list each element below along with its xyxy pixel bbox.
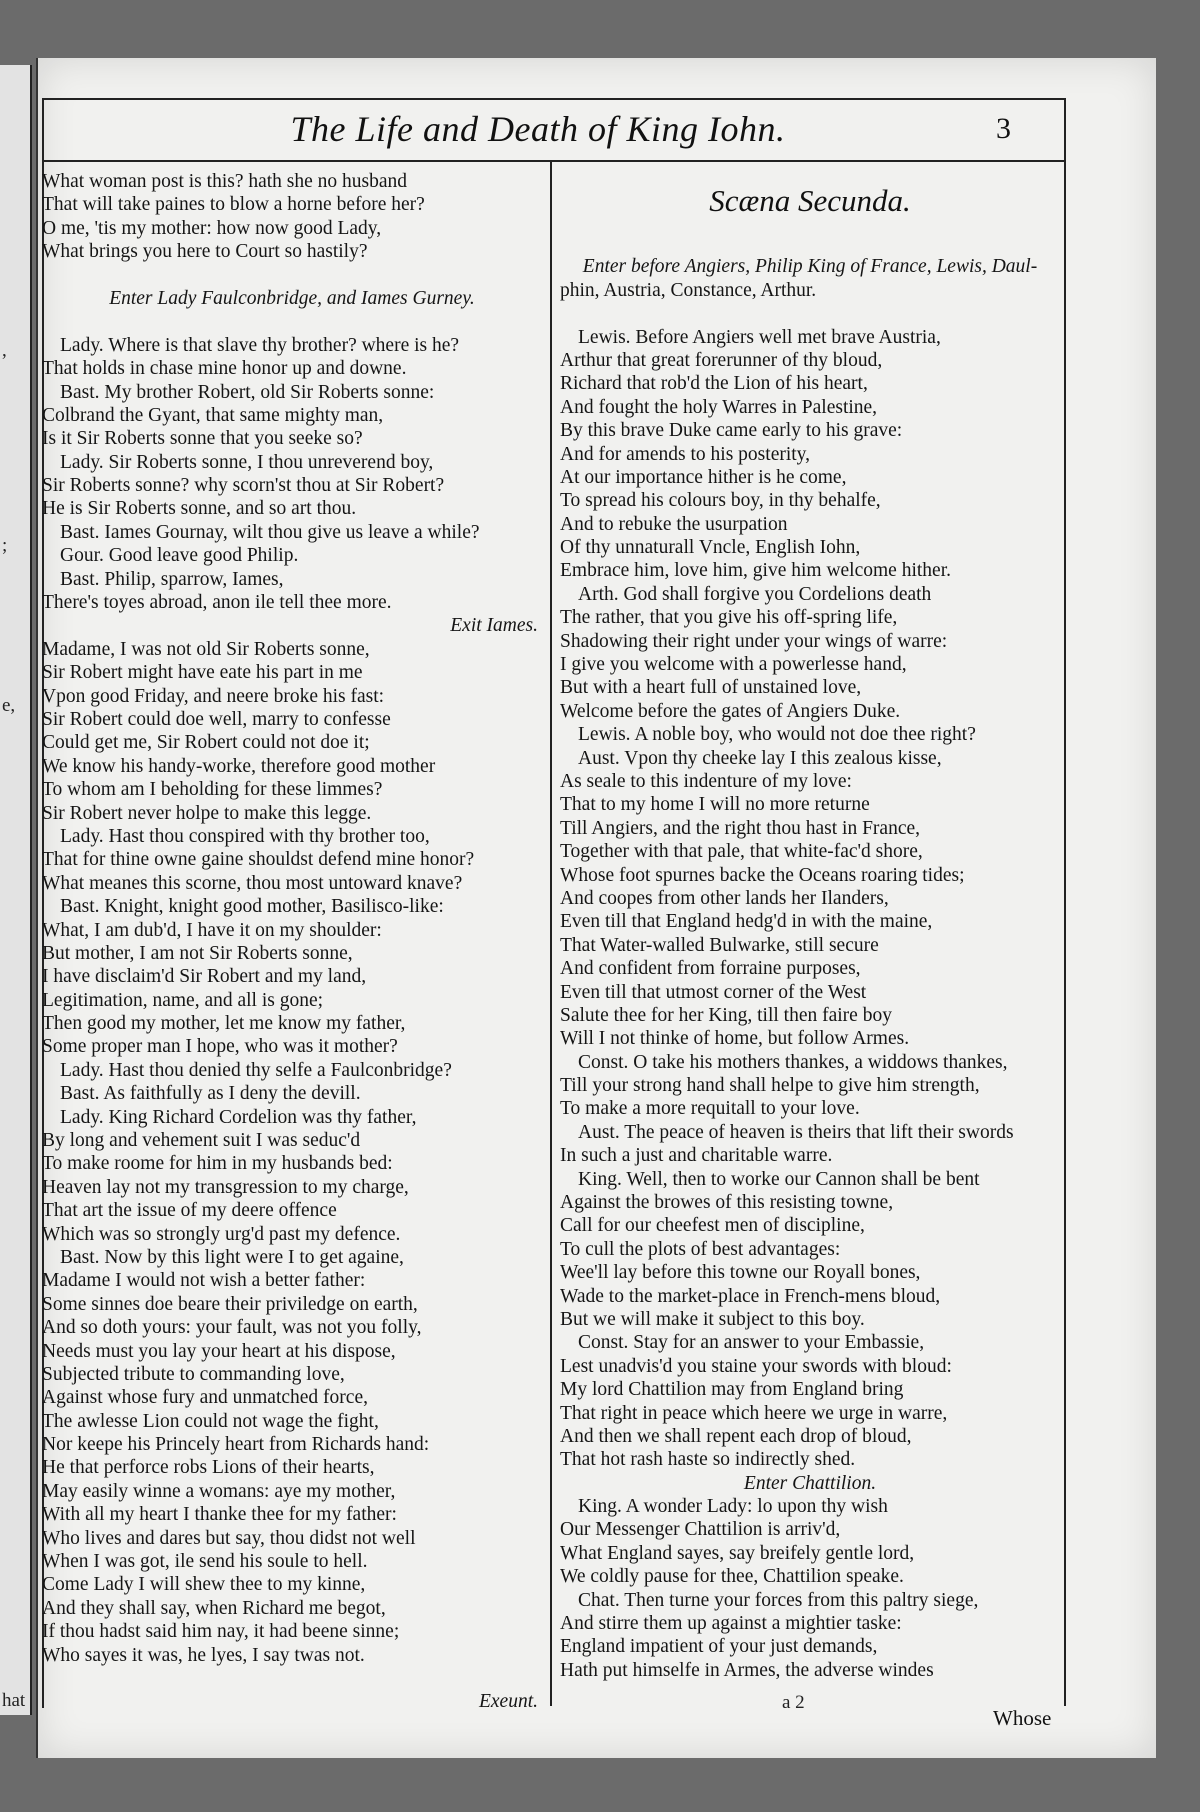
text-line: That Water-walled Bulwarke, still secure <box>560 934 879 956</box>
text-line: We know his handy-worke, therefore good mother <box>42 755 436 777</box>
text-line <box>560 302 1060 325</box>
text-line: To spread his colours boy, in thy behalfe, <box>560 490 881 512</box>
text-line: But mother, I am not Sir Roberts sonne, <box>42 942 353 964</box>
text-line: Who lives and dares but say, thou didst not well <box>42 1527 416 1549</box>
text-line: Heaven lay not my transgression to my charge, <box>42 1176 409 1198</box>
text-line: King. Well, then to worke our Cannon shall be bent <box>578 1168 980 1190</box>
prev-page-fragment: e, <box>2 695 16 716</box>
text-line: And they shall say, when Richard me begot, <box>42 1597 386 1619</box>
text-line: And fought the holy Warres in Palestine, <box>560 396 878 418</box>
previous-page-edge <box>0 65 32 1715</box>
text-line: That hot rash haste so indirectly shed. <box>560 1449 856 1471</box>
text-line: Embrace him, love him, give him welcome hither. <box>560 560 951 582</box>
text-line: Richard that rob'd the Lion of his heart, <box>560 373 868 395</box>
prev-page-fragment: hat <box>2 1690 26 1711</box>
column-divider <box>550 162 552 1706</box>
text-line: Our Messenger Chattilion is arriv'd, <box>560 1519 841 1541</box>
text-line: Till your strong hand shall helpe to give him strength, <box>560 1075 980 1097</box>
text-line: O me, 'tis my mother: how now good Lady, <box>42 217 382 239</box>
text-line: What woman post is this? hath she no husband <box>42 171 408 192</box>
text-line: We coldly pause for thee, Chattilion speake. <box>560 1566 904 1588</box>
text-line: Aust. Vpon thy cheeke lay I this zealous kisse, <box>578 747 942 769</box>
text-line: That holds in chase mine honor up and downe. <box>42 358 407 380</box>
text-line: Shadowing their right under your wings of warre: <box>560 630 948 652</box>
text-line: That right in peace which heere we urge in warre, <box>560 1402 948 1424</box>
text-line: Which was so strongly urg'd past my defence. <box>42 1223 401 1245</box>
text-line: Against the browes of this resisting towne, <box>560 1192 894 1214</box>
text-line: Legitimation, name, and all is gone; <box>42 989 324 1011</box>
text-line: Const. Stay for an answer to your Embassie, <box>578 1332 925 1354</box>
left-column <box>42 170 542 1714</box>
right-column-lines <box>560 232 1060 1682</box>
text-line: Bast. As faithfully as I deny the devill. <box>60 1083 361 1105</box>
text-line: And to rebuke the usurpation <box>560 513 788 535</box>
text-line: By this brave Duke came early to his grave: <box>560 420 903 442</box>
text-line: Lady. King Richard Cordelion was thy father, <box>60 1106 417 1128</box>
running-title: The Life and Death of King Iohn. <box>290 109 786 149</box>
text-line: Against whose fury and unmatched force, <box>42 1387 368 1409</box>
text-line: Exit Iames. <box>450 615 538 637</box>
text-line: Subjected tribute to commanding love, <box>42 1363 345 1385</box>
text-line: Bast. Iames Gournay, wilt thou give us leave a while? <box>60 521 480 543</box>
signature-mark: a 2 <box>782 1692 805 1713</box>
text-line: Exeunt. <box>478 1691 538 1713</box>
text-line: Even till that England hedg'd in with the maine, <box>560 911 933 933</box>
text-line: Aust. The peace of heaven is theirs that lift their swords <box>578 1121 1014 1143</box>
text-line: Lewis. Before Angiers well met brave Austria, <box>578 326 941 348</box>
text-line: He that perforce robs Lions of their hearts, <box>42 1457 375 1479</box>
text-line: Hath put himselfe in Armes, the adverse windes <box>560 1659 934 1681</box>
text-line: What meanes this scorne, thou most untoward knave? <box>42 872 463 894</box>
page-number: 3 <box>996 112 1011 145</box>
text-line: Welcome before the gates of Angiers Duke. <box>560 700 901 722</box>
text-line: Nor keepe his Princely heart from Richards hand: <box>42 1434 430 1456</box>
text-line: Enter Lady Faulconbridge, and Iames Gurney. <box>109 287 475 309</box>
text-line: But we will make it subject to this boy. <box>560 1308 865 1330</box>
text-line: Madame I would not wish a better father: <box>42 1270 366 1292</box>
text-line: Bast. My brother Robert, old Sir Roberts sonne: <box>60 381 435 403</box>
text-line: Lest unadvis'd you staine your swords with bloud: <box>560 1355 952 1377</box>
text-line: Needs must you lay your heart at his dispose, <box>42 1340 396 1362</box>
text-line: That for thine owne gaine shouldst defend mine honor? <box>42 849 475 871</box>
text-line: That to my home I will no more returne <box>560 794 870 816</box>
text-line: Some proper man I hope, who was it mother? <box>42 1036 398 1058</box>
text-line: Lady. Hast thou conspired with thy brother too, <box>60 825 430 847</box>
right-rule <box>1064 98 1066 1706</box>
text-line: And for amends to his posterity, <box>560 443 811 465</box>
text-line: And coopes from other lands her Ilanders, <box>560 887 889 909</box>
text-line: Vpon good Friday, and neere broke his fast: <box>42 685 385 707</box>
text-line: Could get me, Sir Robert could not doe it; <box>42 732 370 754</box>
text-line: Whose foot spurnes backe the Oceans roaring tides; <box>560 864 965 886</box>
text-line: Wee'll lay before this towne our Royall bones, <box>560 1262 921 1284</box>
text-line: And confident from forraine purposes, <box>560 958 861 980</box>
text-line: Lady. Where is that slave thy brother? where is he? <box>60 334 460 356</box>
text-line: I give you welcome with a powerlesse hand, <box>560 654 907 676</box>
text-line: And then we shall repent each drop of bloud, <box>560 1425 912 1447</box>
text-line: Of thy unnaturall Vncle, English Iohn, <box>560 537 861 559</box>
text-line: Call for our cheefest men of discipline, <box>560 1215 865 1237</box>
text-line: Will I not thinke of home, but follow Armes. <box>560 1028 910 1050</box>
text-line: Wade to the market-place in French-mens bloud, <box>560 1285 941 1307</box>
text-line: Sir Roberts sonne? why scorn'st thou at Sir Robert? <box>42 475 445 497</box>
text-line: Lady. Sir Roberts sonne, I thou unreverend boy, <box>60 451 434 473</box>
text-line: Enter before Angiers, Philip King of France, Lewis, Daul- <box>582 256 1038 278</box>
text-line: Gour. Good leave good Philip. <box>60 545 299 567</box>
text-line: Colbrand the Gyant, that same mighty man, <box>42 404 384 426</box>
text-line: But with a heart full of unstained love, <box>560 677 862 699</box>
text-line: That art the issue of my deere offence <box>42 1200 337 1222</box>
text-line: Salute thee for her King, till then faire boy <box>560 1004 892 1026</box>
text-line: That will take paines to blow a horne before her? <box>42 194 425 216</box>
text-line: What England sayes, say breifely gentle lord, <box>560 1542 915 1564</box>
text-line: Arth. God shall forgive you Cordelions death <box>578 583 932 605</box>
text-line: Together with that pale, that white-fac'd shore, <box>560 841 923 863</box>
text-line: England impatient of your just demands, <box>560 1636 878 1658</box>
text-line: To whom am I beholding for these limmes? <box>42 779 383 801</box>
text-line: With all my heart I thanke thee for my father: <box>42 1504 397 1526</box>
text-line: I have disclaim'd Sir Robert and my land, <box>42 966 367 988</box>
text-line: May easily winne a womans: aye my mother, <box>42 1480 396 1502</box>
text-line: At our importance hither is he come, <box>560 466 847 488</box>
text-line: The awlesse Lion could not wage the fight, <box>42 1410 379 1432</box>
text-line: He is Sir Roberts sonne, and so art thou. <box>42 498 357 520</box>
text-line: phin, Austria, Constance, Arthur. <box>560 279 817 301</box>
text-line: What brings you here to Court so hastily? <box>42 241 368 263</box>
text-line: Chat. Then turne your forces from this paltry siege, <box>578 1589 979 1611</box>
catchword: Whose <box>993 1706 1052 1730</box>
text-line: Arthur that great forerunner of thy bloud, <box>560 349 883 371</box>
text-line: In such a just and charitable warre. <box>560 1145 833 1167</box>
text-line: Const. O take his mothers thankes, a widdows thankes, <box>578 1051 1008 1073</box>
text-line: Who sayes it was, he lyes, I say twas not. <box>42 1644 365 1666</box>
prev-page-fragment: , <box>2 340 7 361</box>
header-rule <box>42 160 1064 162</box>
text-line: Lady. Hast thou denied thy selfe a Faulconbridge? <box>60 1059 452 1081</box>
text-line: Then good my mother, let me know my father, <box>42 1013 406 1035</box>
text-line: To make roome for him in my husbands bed: <box>42 1153 393 1175</box>
text-line: What, I am dub'd, I have it on my shoulder: <box>42 919 382 941</box>
text-line: King. A wonder Lady: lo upon thy wish <box>578 1496 888 1518</box>
text-line: The rather, that you give his off-spring life, <box>560 607 898 629</box>
text-line <box>42 264 542 287</box>
text-line: Some sinnes doe beare their priviledge on earth, <box>42 1293 418 1315</box>
text-line: Enter Chattilion. <box>743 1472 877 1494</box>
prev-page-fragment: ; <box>2 535 8 556</box>
text-line <box>42 1667 542 1690</box>
text-line: Sir Robert could doe well, marry to confesse <box>42 708 391 730</box>
text-line: Lewis. A noble boy, who would not doe thee right? <box>578 724 976 746</box>
text-line: Even till that utmost corner of the West <box>560 981 867 1003</box>
text-line: My lord Chattilion may from England bring <box>560 1379 904 1401</box>
text-line: By long and vehement suit I was seduc'd <box>42 1130 361 1152</box>
text-line <box>42 310 542 333</box>
text-line: And stirre them up against a mightier taske: <box>560 1613 902 1635</box>
text-line: And so doth yours: your fault, was not you folly, <box>42 1317 422 1339</box>
text-line: Bast. Now by this light were I to get againe, <box>60 1246 404 1268</box>
text-line: Till Angiers, and the right thou hast in France, <box>560 817 920 839</box>
text-line: When I was got, ile send his soule to hell. <box>42 1551 368 1573</box>
text-line <box>560 232 1060 255</box>
text-line: Sir Robert never holpe to make this legge. <box>42 802 372 824</box>
text-line: Sir Robert might have eate his part in me <box>42 662 363 684</box>
scene-heading: Scæna Secunda. <box>709 183 911 218</box>
text-line: Madame, I was not old Sir Roberts sonne, <box>42 638 370 660</box>
text-line: If thou hadst said him nay, it had beene sinne; <box>42 1621 400 1643</box>
text-line: Bast. Philip, sparrow, Iames, <box>60 568 284 590</box>
text-line: Bast. Knight, knight good mother, Basilisco-like: <box>60 896 444 918</box>
text-line: To make a more requitall to your love. <box>560 1098 860 1120</box>
right-column <box>560 170 1060 1682</box>
text-line: Is it Sir Roberts sonne that you seeke so? <box>42 428 363 450</box>
text-line: To cull the plots of best advantages: <box>560 1238 841 1260</box>
folio-page <box>36 58 1156 1758</box>
text-line: As seale to this indenture of my love: <box>560 770 852 792</box>
text-line: There's toyes abroad, anon ile tell thee more. <box>42 592 392 614</box>
text-line: Come Lady I will shew thee to my kinne, <box>42 1574 366 1596</box>
